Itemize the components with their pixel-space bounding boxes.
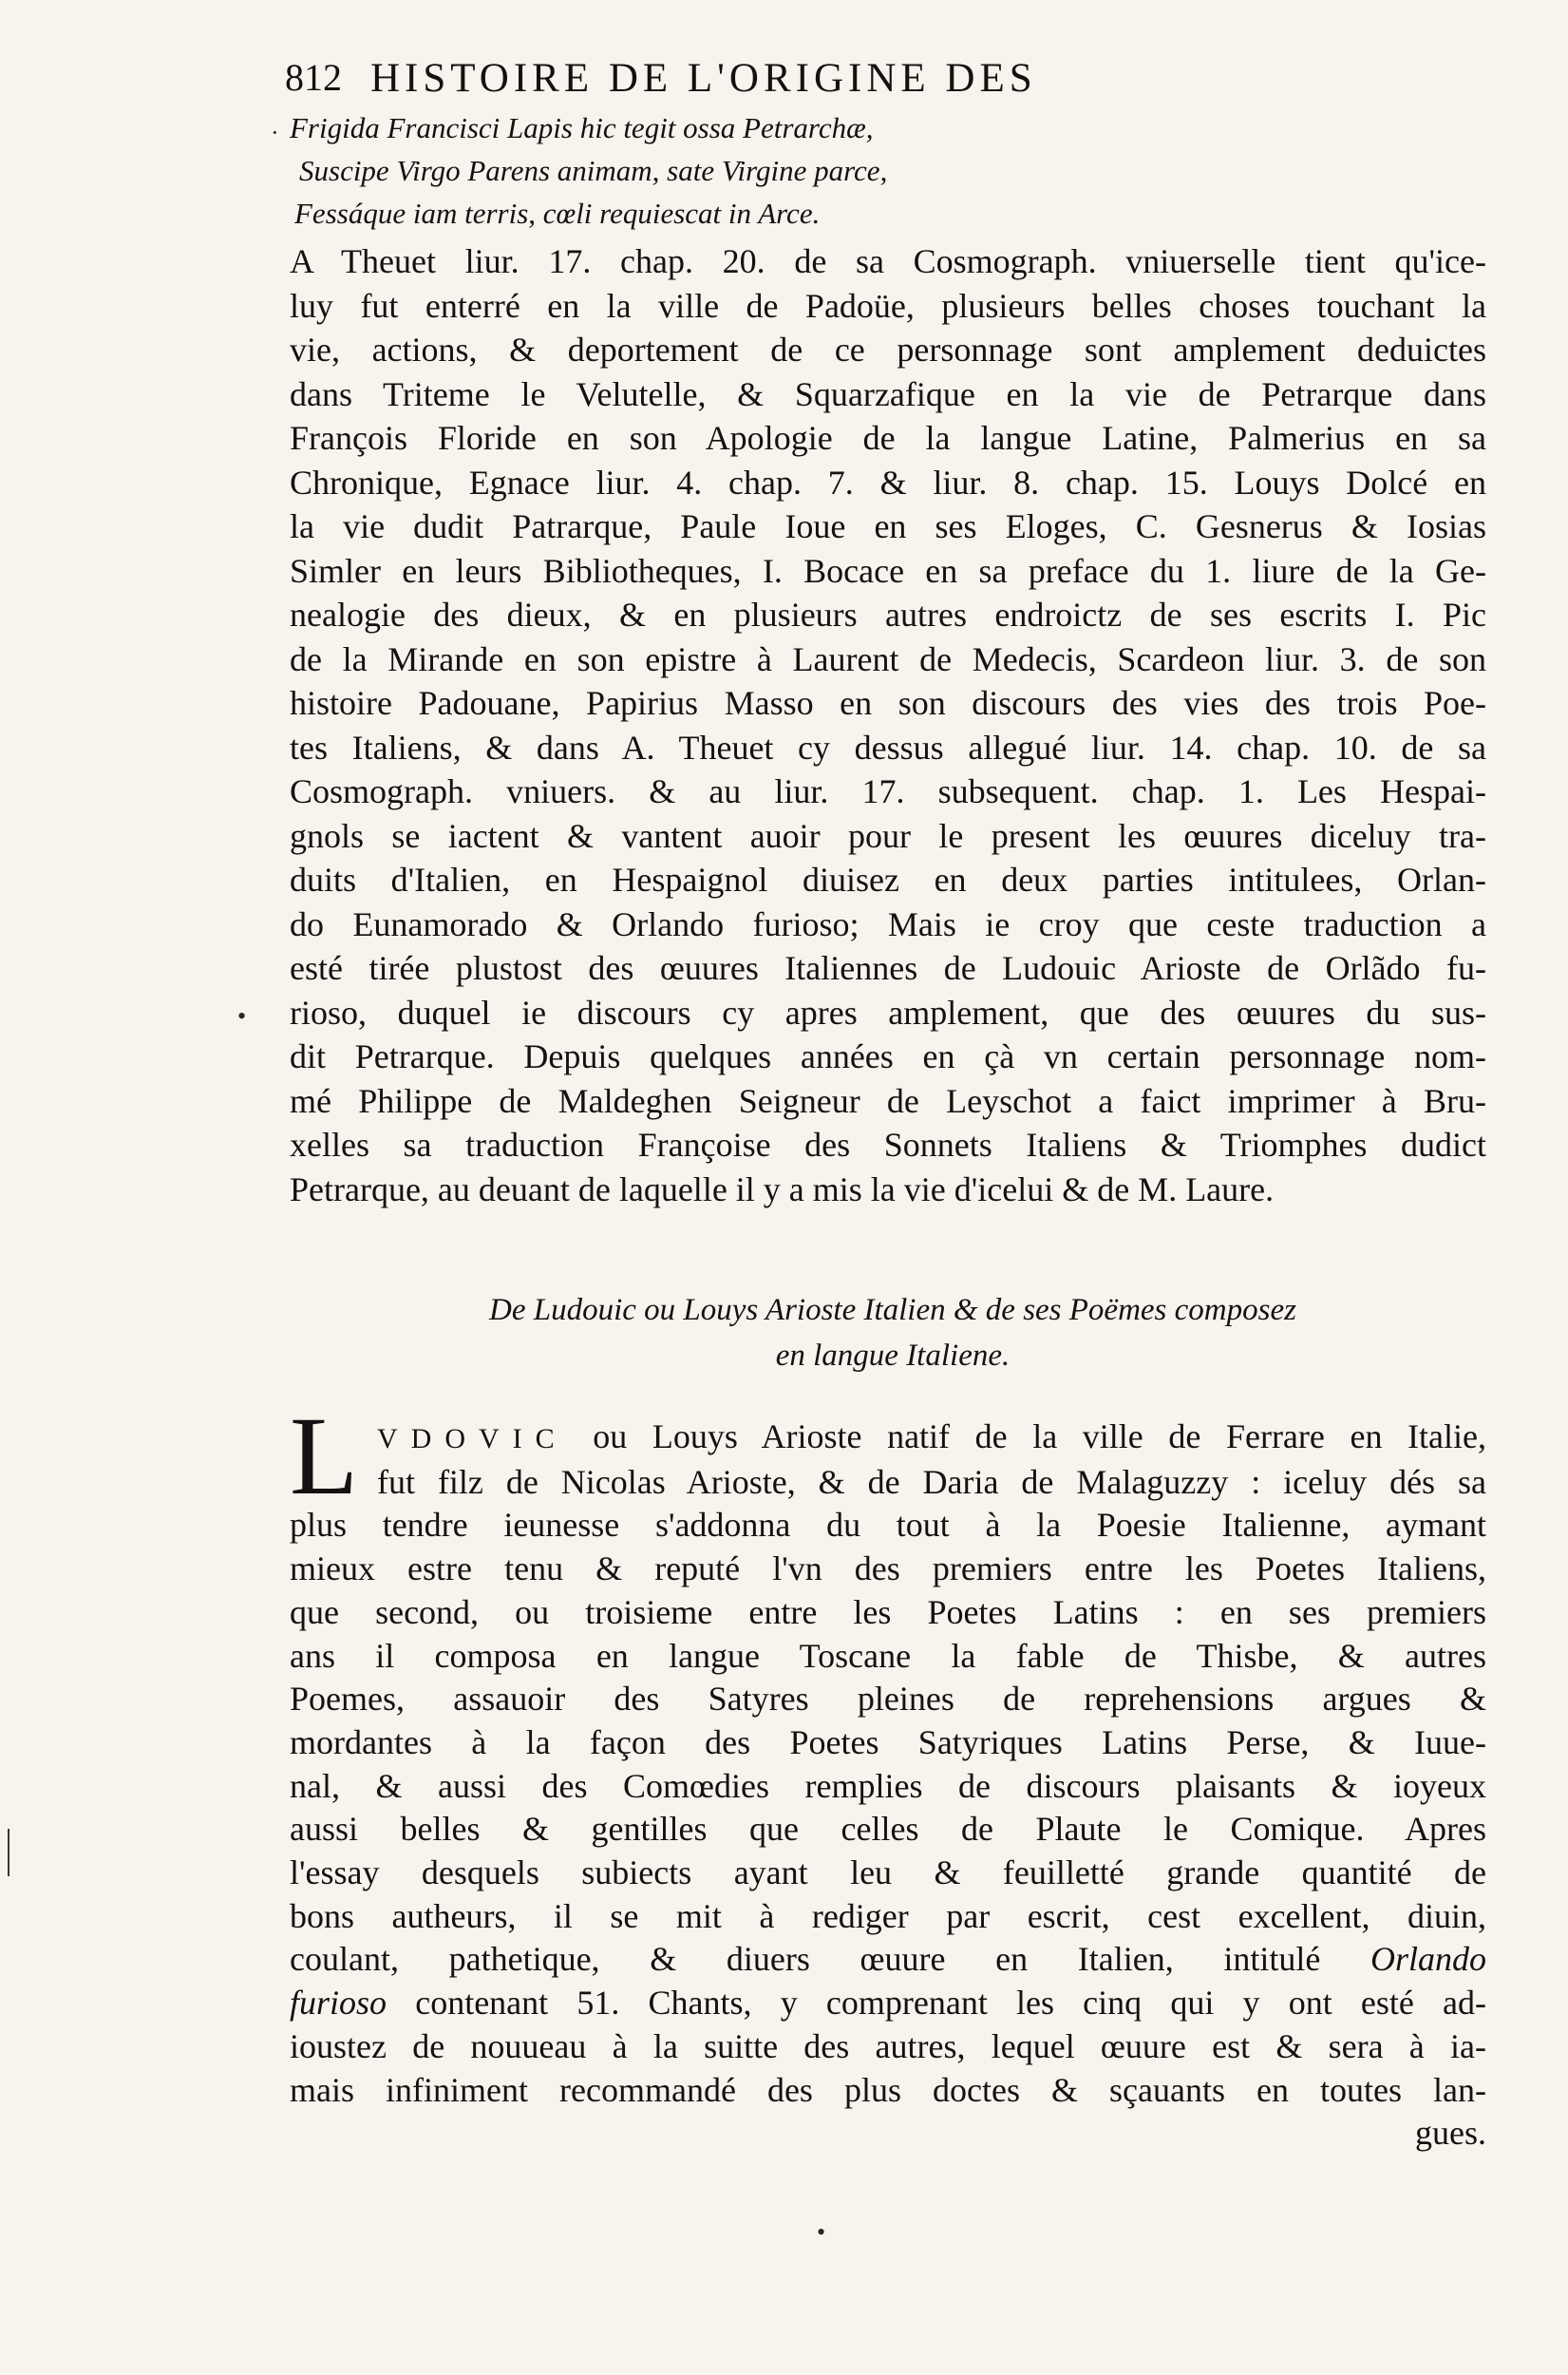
text-line: gnols se iactent & vantent auoir pour le present les œuures diceluy tra- — [290, 816, 1486, 855]
text-line: tes Italiens, & dans A. Theuet cy dessus allegué liur. 14. chap. 10. de sa — [290, 728, 1486, 767]
epitaph-line: Suscipe Virgo Parens animam, sate Virgine parce, — [299, 154, 888, 187]
text-line: nealogie des dieux, & en plusieurs autres endroictz de ses escrits I. Pic — [290, 596, 1486, 634]
text-line: bons autheurs, il se mit à rediger par escrit, cest excellent, diuin, — [290, 1896, 1486, 1935]
text-line: que second, ou troisieme entre les Poetes Latins : en ses premiers — [290, 1592, 1486, 1631]
text-line: mordantes à la façon des Poetes Satyriques Latins Perse, & Iuue- — [290, 1722, 1486, 1761]
text-line: Petrarque, au deuant de laquelle il y a mis la vie d'icelui & de M. Laure. — [290, 1169, 1275, 1208]
text-line-first — [290, 1416, 1486, 1461]
ink-speck: · — [271, 119, 279, 146]
section-heading-line: De Ludouic ou Louys Arioste Italien & de ses Poëmes composez — [489, 1293, 1296, 1327]
text-line: vie, actions, & deportement de ce personnage sont amplement deduictes — [290, 331, 1486, 369]
text-line: xelles sa traduction Françoise des Sonnets Italiens & Triomphes dudict — [290, 1126, 1486, 1164]
text-line: luy fut enterré en la ville de Padoüe, plusieurs belles choses touchant la — [290, 286, 1486, 325]
epitaph-line: Frigida Francisci Lapis hic tegit ossa Petrarchæ, — [290, 111, 874, 144]
text-line: histoire Padouane, Papirius Masso en son discours des vies des trois Poe- — [290, 684, 1486, 722]
text-line: François Floride en son Apologie de la langue Latine, Palmerius en sa — [290, 419, 1486, 457]
text-line: la vie dudit Patrarque, Paule Ioue en ses Eloges, C. Gesnerus & Iosias — [290, 507, 1486, 545]
italic-work-title: Orlando — [1370, 1940, 1487, 1979]
text-line — [290, 1938, 1486, 1982]
text-line: do Eunamorado & Orlando furioso; Mais ie croy que ceste traduction a — [290, 904, 1486, 943]
text-line: mais infiniment recommandé des plus doctes & sçauants en toutes lan- — [290, 2070, 1486, 2109]
first-word-small-caps: VDOVIC — [377, 1423, 568, 1454]
section-heading-line: en langue Italiene. — [775, 1339, 1011, 1373]
text-line — [290, 1982, 1486, 2025]
catchword: gues. — [1415, 2114, 1486, 2153]
running-title: HISTOIRE DE L'ORIGINE DES — [370, 56, 1037, 101]
text-line: mé Philippe de Maldeghen Seigneur de Leyschot a faict imprimer à Bru- — [290, 1081, 1486, 1120]
text-line: Simler en leurs Bibliotheques, I. Bocace en sa preface du 1. liure de la Ge- — [290, 551, 1486, 590]
text-line: mieux estre tenu & reputé l'vn des premiers entre les Poetes Italiens, — [290, 1549, 1486, 1588]
petrarch-paragraph — [290, 239, 1486, 1211]
epitaph-verse — [290, 106, 1477, 235]
text-line: dans Triteme le Velutelle, & Squarzafique en la vie de Petrarque dans — [290, 374, 1486, 413]
section-heading — [418, 1287, 1368, 1378]
text-line: dit Petrarque. Depuis quelques années en çà vn certain personnage nom- — [290, 1037, 1486, 1075]
first-line-rest: ou Louys Arioste natif de la ville de Ferrare en Italie, — [593, 1417, 1486, 1455]
text-line: ioustez de nouueau à la suitte des autres, lequel œuure est & sera à ia- — [290, 2026, 1486, 2065]
margin-bar — [8, 1829, 9, 1876]
text-line-rest: contenant 51. Chants, y comprenant les cinq qui y ont esté ad- — [415, 1984, 1487, 2023]
text-line: Poemes, assauoir des Satyres pleines de reprehensions argues & — [290, 1680, 1486, 1719]
page-number: 812 — [285, 56, 342, 99]
running-header — [285, 55, 1482, 112]
text-line-start: coulant, pathetique, & diuers œuure en Italien, intitulé — [290, 1940, 1321, 1979]
text-line: Chronique, Egnace liur. 4. chap. 7. & liur. 8. chap. 15. Louys Dolcé en — [290, 463, 1486, 502]
drop-cap: L — [290, 1394, 359, 1518]
italic-work-title: furioso — [290, 1984, 387, 2023]
text-line: duits d'Italien, en Hespaignol diuisez en deux parties intitulees, Orlan- — [290, 861, 1486, 899]
text-line: de la Mirande en son epistre à Laurent de Medecis, Scardeon liur. 3. de son — [290, 639, 1486, 678]
ariosto-paragraph — [290, 1416, 1486, 2156]
text-line: plus tendre ieunesse s'addonna du tout à la Poesie Italienne, aymant — [290, 1506, 1486, 1545]
ink-speck: • — [817, 2218, 826, 2246]
text-line: nal, & aussi des Comœdies remplies de discours plaisants & ioyeux — [290, 1766, 1486, 1805]
text-line: rioso, duquel ie discours cy apres amplement, que des œuures du sus- — [290, 993, 1486, 1032]
text-line: aussi belles & gentilles que celles de Plaute le Comique. Apres — [290, 1810, 1486, 1849]
text-line: l'essay desquels subiects ayant leu & feuilletté grande quantité de — [290, 1853, 1486, 1892]
text-line: Cosmograph. vniuers. & au liur. 17. subsequent. chap. 1. Les Hespai- — [290, 772, 1486, 810]
ink-speck: • — [237, 1002, 247, 1030]
text-line: A Theuet liur. 17. chap. 20. de sa Cosmograph. vniuerselle tient qu'ice- — [290, 242, 1486, 280]
text-line: esté tirée plustost des œuures Italiennes de Ludouic Arioste de Orlãdo fu- — [290, 949, 1486, 987]
text-line: ans il composa en langue Toscane la fable de Thisbe, & autres — [290, 1636, 1486, 1675]
text-line: fut filz de Nicolas Arioste, & de Daria de Malaguzzy : iceluy dés sa — [377, 1462, 1486, 1501]
epitaph-line: Fessáque iam terris, cœli requiescat in Arce. — [294, 197, 821, 230]
